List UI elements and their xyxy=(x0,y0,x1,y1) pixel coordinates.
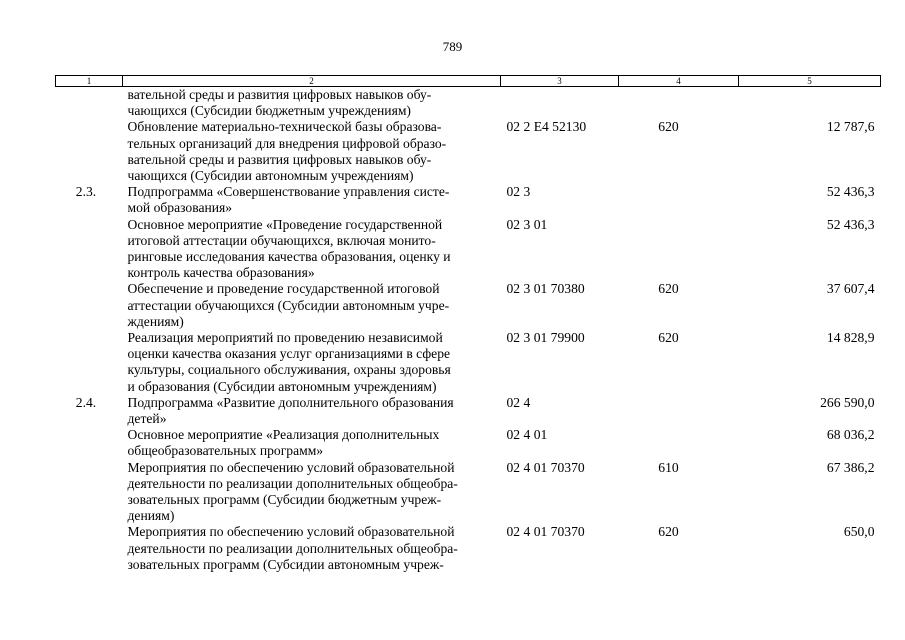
row-name xyxy=(123,524,501,573)
header-col-2: 2 xyxy=(123,76,501,87)
row-name-line: оценки качества оказания услуг организациями в сфере xyxy=(127,346,451,362)
row-amount: 650,0 xyxy=(843,524,875,540)
row-amount: 12 787,6 xyxy=(826,119,875,135)
row-number xyxy=(56,330,123,395)
row-code: 02 2 Е4 52130 xyxy=(506,119,587,135)
row-name xyxy=(123,184,501,216)
row-name-line: ринговые исследования качества образования, оценку и xyxy=(127,249,451,265)
header-col-3: 3 xyxy=(501,76,619,87)
row-name-line: итоговой аттестации обучающихся, включая монито- xyxy=(127,232,436,248)
row-name-line: зовательных программ (Субсидии бюджетным учреж- xyxy=(127,492,442,508)
table-row xyxy=(56,87,881,120)
row-code: 02 4 01 xyxy=(506,427,548,443)
row-name-line: Основное мероприятие «Проведение государственной xyxy=(127,216,443,232)
row-name-line: контроль качества образования» xyxy=(127,265,315,281)
table-row xyxy=(56,184,881,216)
row-name-line: Реализация мероприятий по проведению независимой xyxy=(127,330,443,346)
row-name-line: чающихся (Субсидии бюджетным учреждениям) xyxy=(127,103,411,119)
row-name-line: зовательных программ (Субсидии автономным учреж- xyxy=(127,556,444,572)
budget-table xyxy=(55,75,881,573)
table-body xyxy=(56,87,881,574)
row-name xyxy=(123,119,501,184)
table-row xyxy=(56,281,881,330)
row-amount: 14 828,9 xyxy=(826,330,875,346)
table-row xyxy=(56,330,881,395)
page-number: 789 xyxy=(442,39,463,54)
row-name-line: аттестации обучающихся (Субсидии автономным учре- xyxy=(127,297,450,313)
header-row xyxy=(56,76,881,87)
row-name-line: Обновление материально-технической базы образова- xyxy=(127,119,442,135)
row-name-line: Основное мероприятие «Реализация дополнительных xyxy=(127,427,440,443)
row-name xyxy=(123,395,501,427)
row-name xyxy=(123,87,501,120)
row-name xyxy=(123,217,501,282)
row-expense-type: 620 xyxy=(658,281,679,297)
row-name-line: общеобразовательных программ» xyxy=(127,443,324,459)
row-expense-type xyxy=(619,427,739,459)
row-name-line: мой образования» xyxy=(127,200,233,216)
row-name-line: Подпрограмма «Совершенствование управления систе- xyxy=(127,184,450,200)
row-code: 02 4 01 70370 xyxy=(506,524,585,540)
row-name xyxy=(123,460,501,525)
row-amount: 52 436,3 xyxy=(826,184,875,200)
row-amount: 67 386,2 xyxy=(826,459,875,475)
row-number xyxy=(56,87,123,120)
row-expense-type xyxy=(619,217,739,282)
row-number xyxy=(56,460,123,525)
row-name-line: вательной среды и развития цифровых навыков обу- xyxy=(127,87,432,102)
row-expense-type xyxy=(619,395,739,427)
table-row xyxy=(56,524,881,573)
table-row xyxy=(56,460,881,525)
row-expense-type xyxy=(619,87,739,120)
row-number xyxy=(56,217,123,282)
row-code: 02 4 xyxy=(506,394,531,410)
row-code: 02 3 01 79900 xyxy=(506,330,585,346)
row-code: 02 3 xyxy=(506,184,531,200)
header-col-4: 4 xyxy=(619,76,739,87)
table-row xyxy=(56,427,881,459)
row-number: 2.4. xyxy=(75,394,97,410)
row-number xyxy=(56,119,123,184)
row-name-line: и образования (Субсидии автономным учреждениям) xyxy=(127,378,437,394)
row-code xyxy=(501,87,619,120)
row-name-line: тельных организаций для внедрения цифровой образо- xyxy=(127,135,447,151)
table-row xyxy=(56,217,881,282)
row-name xyxy=(123,427,501,459)
row-name-line: чающихся (Субсидии автономным учреждениям) xyxy=(127,168,414,184)
row-number xyxy=(56,427,123,459)
row-code: 02 3 01 70380 xyxy=(506,281,585,297)
row-name-line: Обеспечение и проведение государственной итоговой xyxy=(127,281,440,297)
row-amount xyxy=(739,87,881,120)
row-name-line: Подпрограмма «Развитие дополнительного образования xyxy=(127,394,454,410)
row-number xyxy=(56,524,123,573)
row-name-line: ждениям) xyxy=(127,313,184,329)
row-amount: 52 436,3 xyxy=(826,216,875,232)
row-name-line: деятельности по реализации дополнительных общеобра- xyxy=(127,540,458,556)
row-code: 02 4 01 70370 xyxy=(506,459,585,475)
row-expense-type xyxy=(619,184,739,216)
row-name-line: детей» xyxy=(127,411,167,427)
header-col-1: 1 xyxy=(56,76,123,87)
row-expense-type: 620 xyxy=(658,524,679,540)
table-row xyxy=(56,119,881,184)
row-amount: 266 590,0 xyxy=(820,394,875,410)
row-number: 2.3. xyxy=(75,184,97,200)
row-expense-type: 610 xyxy=(658,459,679,475)
row-name-line: культуры, социального обслуживания, охраны здоровья xyxy=(127,362,451,378)
table-row xyxy=(56,395,881,427)
row-name-line: деятельности по реализации дополнительных общеобра- xyxy=(127,475,458,491)
header-col-5: 5 xyxy=(739,76,881,87)
row-name-line: дениям) xyxy=(127,508,175,524)
row-expense-type: 620 xyxy=(658,330,679,346)
row-number xyxy=(56,281,123,330)
row-name-line: Мероприятия по обеспечению условий образовательной xyxy=(127,524,455,540)
row-name-line: Мероприятия по обеспечению условий образовательной xyxy=(127,459,455,475)
row-amount: 37 607,4 xyxy=(826,281,875,297)
row-name-line: вательной среды и развития цифровых навыков обу- xyxy=(127,151,432,167)
row-name xyxy=(123,281,501,330)
row-amount: 68 036,2 xyxy=(826,427,875,443)
row-code: 02 3 01 xyxy=(506,216,548,232)
row-expense-type: 620 xyxy=(658,119,679,135)
row-name xyxy=(123,330,501,395)
